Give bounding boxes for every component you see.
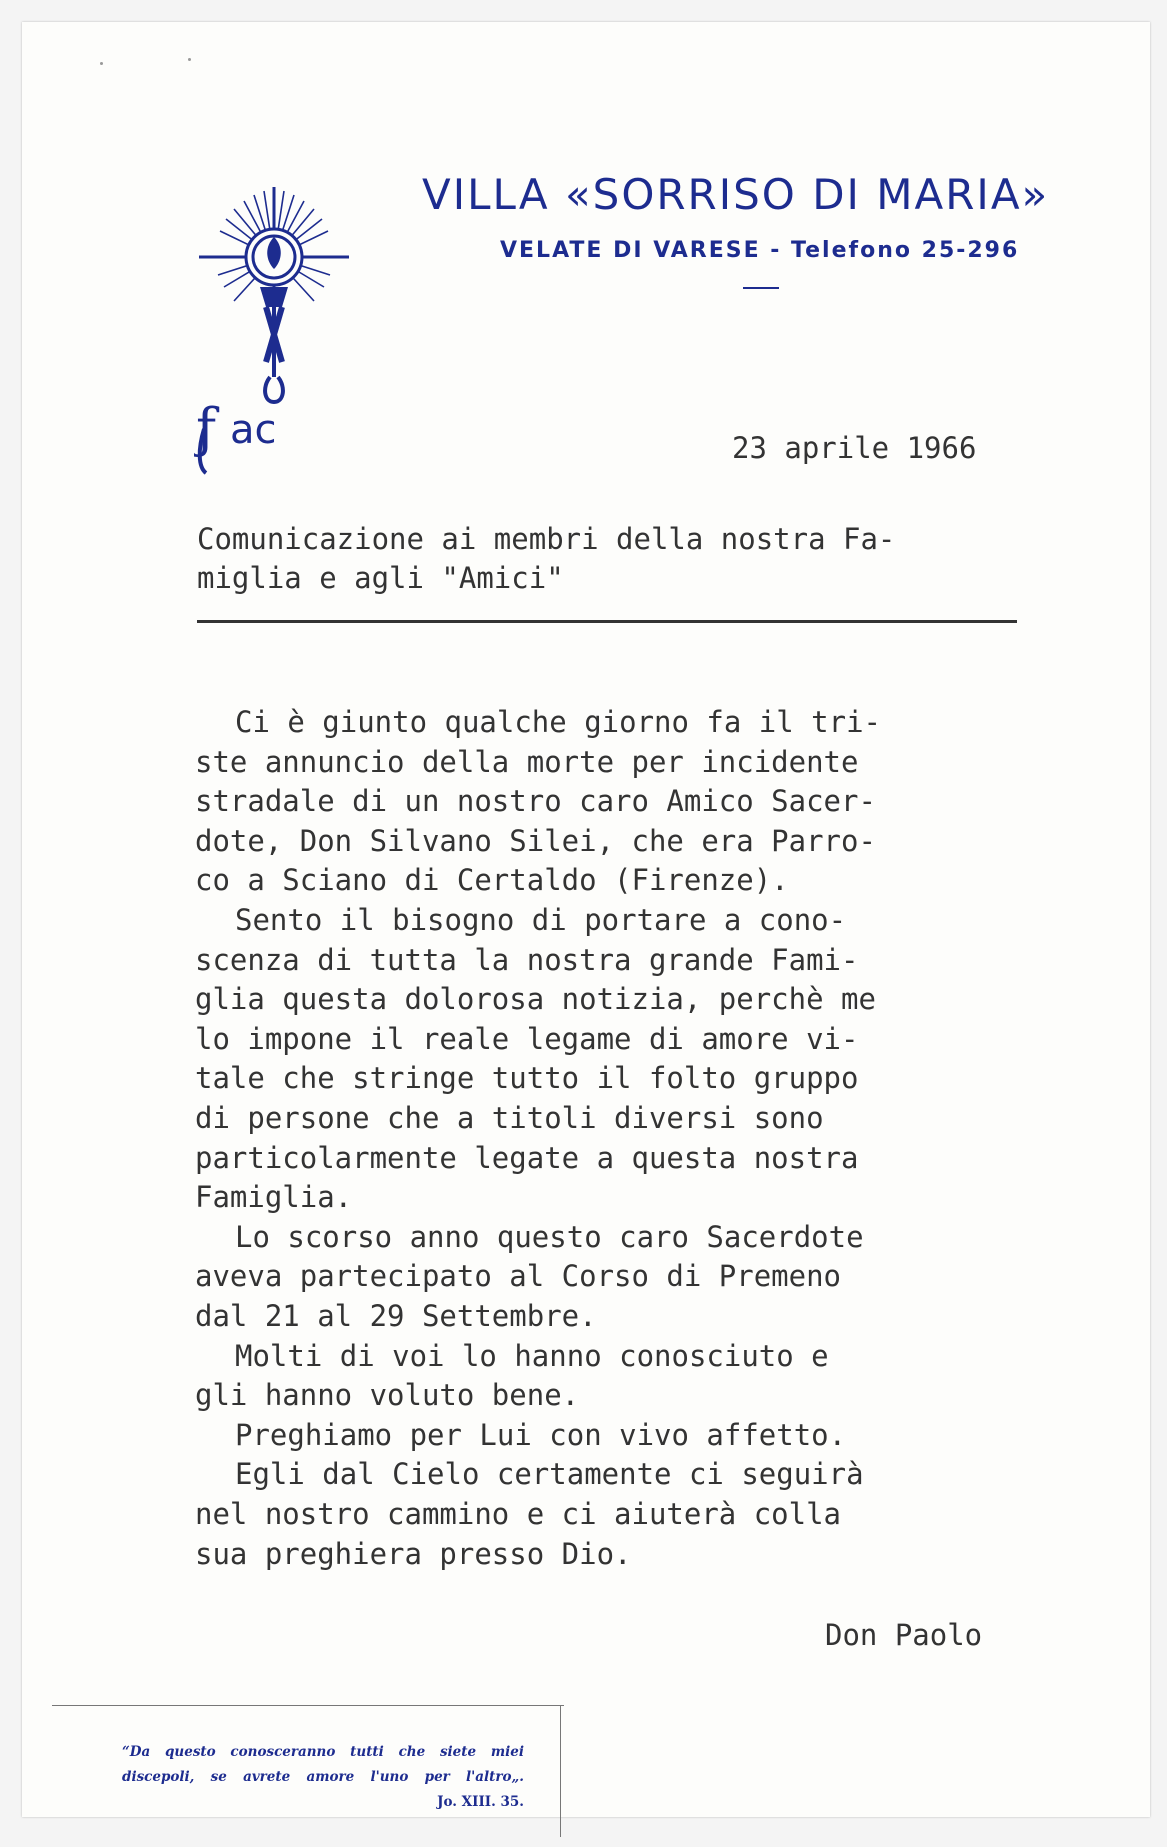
subject-underline xyxy=(197,620,1017,623)
body-line: aveva partecipato al Corso di Premeno xyxy=(195,1259,842,1293)
footer-quote-reference: Jo. XIII. 35. xyxy=(437,1794,524,1810)
signature: Don Paolo xyxy=(825,1618,983,1652)
paper-speck xyxy=(188,58,191,61)
body-line: lo impone il reale legame di amore vi- xyxy=(195,1022,859,1056)
footer-quote xyxy=(122,1740,524,1815)
body-line: glia questa dolorosa notizia, perchè me xyxy=(195,982,876,1016)
footer-divider-horizontal xyxy=(52,1705,564,1706)
body-line: di persone che a titoli diversi sono xyxy=(195,1101,824,1135)
body-line: nel nostro cammino e ci aiuterà colla xyxy=(195,1497,842,1531)
footer-quote-line-1: “Da questo conosceranno tutti che siete miei xyxy=(122,1744,524,1760)
body-line: Molti di voi lo hanno conosciuto e xyxy=(235,1339,829,1373)
body-line: Ci è giunto qualche giorno fa il tri- xyxy=(235,705,882,739)
body-line: stradale di un nostro caro Amico Sacer- xyxy=(195,784,876,818)
letterhead-divider xyxy=(743,287,779,289)
body-line: Preghiamo per Lui con vivo affetto. xyxy=(235,1418,847,1452)
body-line: Egli dal Cielo certamente ci seguirà xyxy=(235,1457,864,1491)
footer-quote-line-2: discepoli, se avrete amore l'uno per l'altro„. xyxy=(122,1769,524,1785)
fac-emblem-icon xyxy=(194,187,354,487)
body-line: Famiglia. xyxy=(195,1180,353,1214)
body-line: scenza di tutta la nostra grande Fami- xyxy=(195,943,859,977)
letterhead-subtitle: VELATE DI VARESE - Telefono 25-296 xyxy=(500,238,1020,263)
body-line: gli hanno voluto bene. xyxy=(195,1378,580,1412)
subject-line-1: Comunicazione ai membri della nostra Fa- xyxy=(197,522,896,556)
body-line: sua preghiera presso Dio. xyxy=(195,1537,632,1571)
body-line: Sento il bisogno di portare a cono- xyxy=(235,903,847,937)
body-line: particolarmente legate a questa nostra xyxy=(195,1141,859,1175)
footer-divider-vertical xyxy=(560,1705,561,1837)
paper-speck xyxy=(100,62,103,65)
fac-logo-text: ƒ xyxy=(196,397,216,460)
body-line: dote, Don Silvano Silei, che era Parro- xyxy=(195,824,876,858)
letter-sheet xyxy=(22,22,1150,1817)
subject-line-2: miglia e agli "Amici" xyxy=(197,561,564,595)
body-line: co a Sciano di Certaldo (Firenze). xyxy=(195,863,789,897)
body-line: dal 21 al 29 Settembre. xyxy=(195,1299,597,1333)
body-line: Lo scorso anno questo caro Sacerdote xyxy=(235,1220,864,1254)
letter-date: 23 aprile 1966 xyxy=(732,431,977,465)
letterhead-title: VILLA «SORRISO DI MARIA» xyxy=(422,170,1050,219)
body-line: ste annuncio della morte per incidente xyxy=(195,745,859,779)
svg-text:ac: ac xyxy=(230,407,277,453)
body-line: tale che stringe tutto il folto gruppo xyxy=(195,1061,859,1095)
